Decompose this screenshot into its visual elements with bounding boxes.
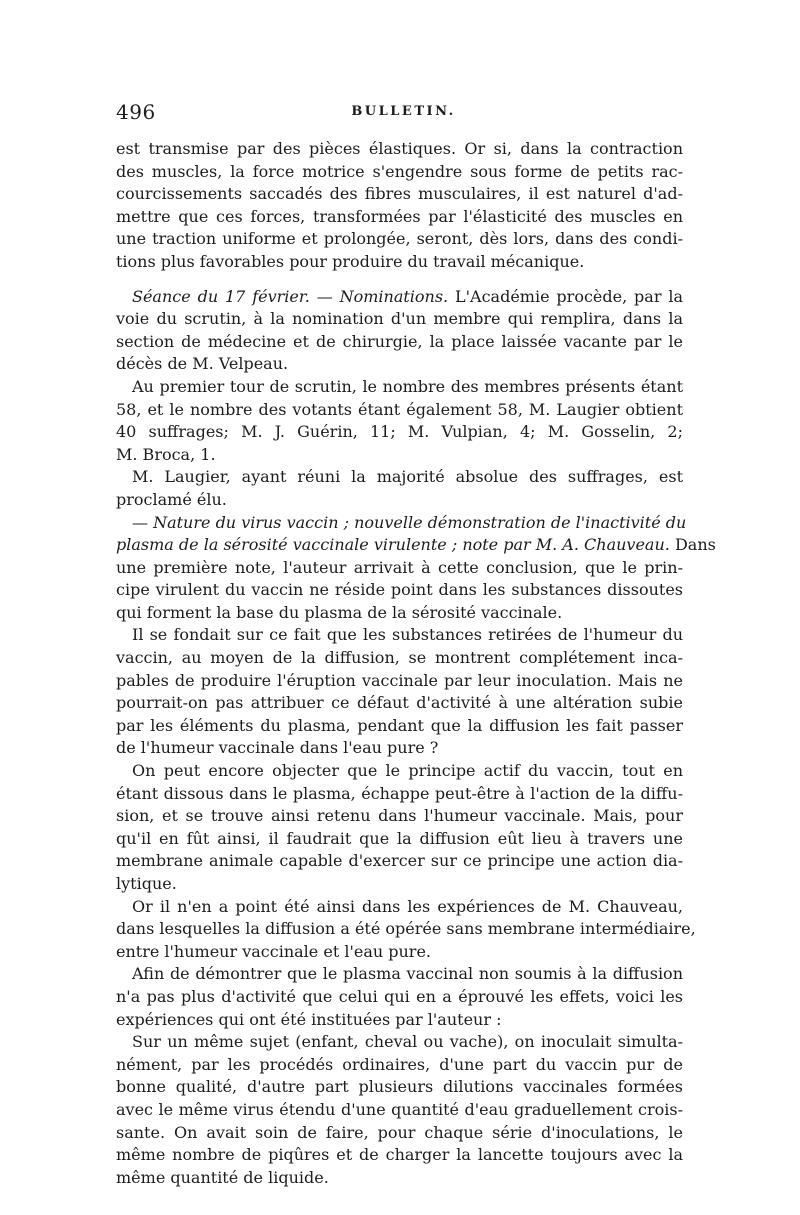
text-line: qui forment la base du plasma de la sérosité vaccinale.	[116, 602, 563, 622]
text-line: voie du scrutin, à la nomination d'un membre qui remplira, dans la	[116, 309, 683, 329]
text-line: 58, et le nombre des votants étant également 58, M. Laugier obtient	[116, 399, 683, 419]
text-line: Au premier tour de scrutin, le nombre des membres présents étant	[132, 376, 683, 396]
paragraph	[116, 466, 683, 511]
text-line: cipe virulent du vaccin ne réside point dans les substances dissoutes	[116, 580, 683, 600]
text-line: même quantité de liquide.	[116, 1167, 329, 1187]
text-line: entre l'humeur vaccinale et l'eau pure.	[116, 941, 431, 961]
paragraph	[116, 1031, 683, 1189]
paragraph	[116, 963, 683, 1031]
text-line: bonne qualité, d'autre part plusieurs dilutions vaccinales formées	[116, 1077, 683, 1097]
text-line: est transmise par des pièces élastiques. Or si, dans la contraction	[116, 139, 683, 158]
text-line: sante. On avait soin de faire, pour chaque série d'inoculations, le	[116, 1122, 683, 1142]
text-line: des muscles, la force motrice s'engendre sous forme de petits rac-	[116, 161, 683, 181]
text-line: qu'il en fût ainsi, il faudrait que la diffusion eût lieu à travers une	[116, 828, 683, 848]
text-line: nément, par les procédés ordinaires, d'une part du vaccin pur de	[116, 1054, 683, 1074]
text-line: lytique.	[116, 874, 177, 893]
text-line: membrane animale capable d'exercer sur ce principe une action dia-	[116, 851, 683, 871]
text-line	[116, 512, 687, 535]
note-title: — Nature du virus vaccin ; nouvelle démonstration de l'inactivité du	[132, 512, 687, 532]
text-line: Afin de démontrer que le plasma vaccinal non soumis à la diffusion	[132, 964, 683, 984]
text-line: Sur un même sujet (enfant, cheval ou vache), on inoculait simulta-	[132, 1032, 683, 1052]
text-line: section de médecine et de chirurgie, la place laissée vacante par le	[116, 331, 683, 351]
text-line: étant dissous dans le plasma, échappe peut-être à l'action de la diffu-	[116, 783, 683, 803]
text-line: par les éléments du plasma, pendant que la diffusion les fait passer	[116, 715, 683, 735]
text-line: avec le même virus étendu d'une quantité d'eau graduellement crois-	[116, 1099, 683, 1119]
text-line: une traction uniforme et prolongée, seront, dès lors, dans des condi-	[116, 229, 683, 249]
text-line: mettre que ces forces, transformées par l'élasticité des muscles en	[116, 206, 683, 226]
paragraph	[116, 376, 683, 466]
text-line: une première note, l'auteur arrivait à cette conclusion, que le prin-	[116, 557, 683, 577]
text-line: 40 suffrages; M. J. Guérin, 11; M. Vulpian, 4; M. Gosselin, 2;	[116, 422, 683, 442]
running-title: BULLETIN.	[351, 104, 456, 119]
text-line: On peut encore objecter que le principe actif du vaccin, tout en	[132, 761, 683, 781]
text-line: pables de produire l'éruption vaccinale par leur inoculation. Mais ne	[116, 670, 683, 690]
text-line: sion, et se trouve ainsi retenu dans l'humeur vaccinale. Mais, pour	[116, 806, 683, 826]
body-text	[116, 138, 716, 1189]
text-line: pourrait-on pas attribuer ce défaut d'activité à une altération subie	[116, 693, 683, 713]
page-number: 496	[116, 100, 156, 124]
text-line: Il se fondait sur ce fait que les substances retirées de l'humeur du	[132, 625, 683, 645]
text-line: expériences qui ont été instituées par l'auteur :	[116, 1009, 502, 1029]
text-line: M. Broca, 1.	[116, 444, 216, 464]
text-fragment: Dans	[669, 535, 716, 555]
text-line: de l'humeur vaccinale dans l'eau pure ?	[116, 738, 439, 758]
text-line: Or il n'en a point été ainsi dans les expériences de M. Chauveau,	[132, 896, 683, 916]
note-title: plasma de la sérosité vaccinale virulente ; note par M. A. Chauveau.	[116, 535, 670, 555]
paragraph-session	[116, 286, 683, 376]
text-line: décès de M. Velpeau.	[116, 354, 289, 374]
text-line: M. Laugier, ayant réuni la majorité absolue des suffrages, est	[132, 467, 683, 487]
text-line: dans lesquelles la diffusion a été opérée sans membrane intermédiaire,	[116, 919, 696, 939]
text-line: courcissements saccadés des fibres musculaires, il est naturel d'ad-	[116, 184, 683, 204]
text-fragment: L'Académie procède, par la	[448, 286, 683, 306]
paragraph	[116, 624, 683, 760]
page-header	[116, 100, 691, 124]
text-line: vaccin, au moyen de la diffusion, se montrent complétement inca-	[116, 648, 683, 668]
paragraph	[116, 760, 683, 896]
text-line: tions plus favorables pour produire du travail mécanique.	[116, 251, 585, 271]
text-line: n'a pas plus d'activité que celui qui en a éprouvé les effets, voici les	[116, 986, 683, 1006]
text-line	[116, 534, 716, 557]
text-line	[116, 286, 683, 309]
session-heading: Séance du 17 février. — Nominations.	[132, 286, 449, 306]
text-line: proclamé élu.	[116, 489, 227, 509]
paragraph	[116, 138, 683, 274]
paragraph	[116, 896, 696, 964]
paragraph-note	[116, 512, 716, 625]
text-line: même nombre de piqûres et de charger la lancette toujours avec la	[116, 1145, 683, 1165]
